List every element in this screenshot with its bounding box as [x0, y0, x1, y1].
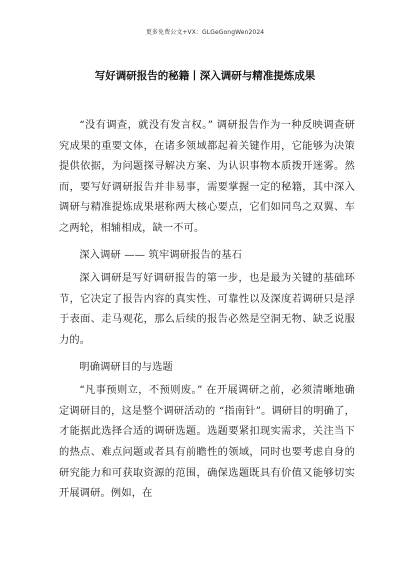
deep-research-paragraph: 深入调研是写好调研报告的第一步，也是最为关键的基础环节，它决定了报告内容的真实性、可靠性以及深度若调研只是浮于表面、走马观花，那么后续的报告必然是空洞无物、缺乏说服力的。: [59, 273, 355, 346]
document-body: [59, 116, 355, 511]
document-title: 写好调研报告的秘籍丨深入调研与精准提炼成果: [94, 70, 316, 82]
header-note: 更多免费公文+VX：GLGeGongWen2024: [145, 29, 265, 36]
section-heading-purpose-topic: 明确调研目的与选题: [79, 361, 173, 373]
section-heading-deep-research: 深入调研 —— 筑牢调研报告的基石: [79, 249, 243, 261]
intro-paragraph: “没有调查，就没有发言权。” 调研报告作为一种反映调查研究成果的重要文体，在诸多领域都起着关键作用，它能够为决策提供依据，为问题探寻解决方案、为认识事物本质拨开迷雾。然而，要写好调研报告并非易事，需要掌握一定的秘籍，其中深入调研与精准提炼成果堪称两大核心要点，它们如同鸟之双翼、车之两轮，相辅相成，缺一不可。: [59, 120, 355, 234]
purpose-topic-paragraph: “凡事预则立，不预则废。” 在开展调研之前，必须清晰地确定调研目的，这是整个调研活动的 “指南针”。调研目的明确了，才能据此选择合适的调研选题。选题要紧扣现实需求，关注当下的热点、难点问题或者具有前瞻性的领域，同时也要考虑自身的研究能力和可获取资源的范围，确保选题既具有价值又能够切实开展调研。例如，在: [59, 385, 355, 500]
